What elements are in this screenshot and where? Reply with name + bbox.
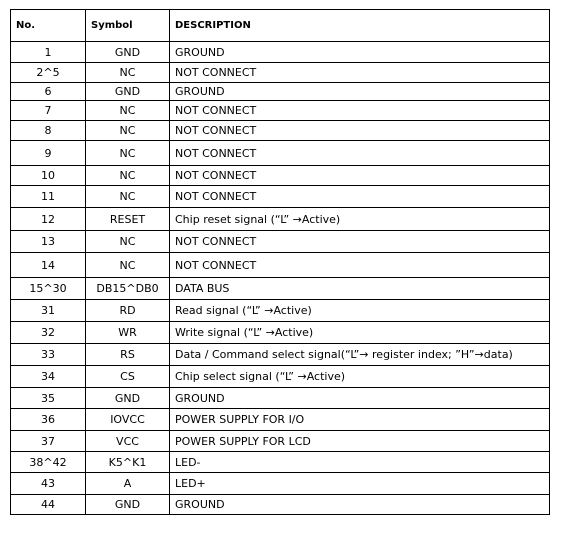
table-row (11, 166, 550, 186)
table-row (11, 409, 550, 431)
cell-no: 9 (11, 141, 86, 166)
header-row (11, 10, 550, 42)
table-row (11, 495, 550, 515)
table-row (11, 388, 550, 409)
cell-description: GROUND (170, 42, 550, 63)
cell-symbol: RD (86, 300, 170, 322)
cell-description: Write signal (“L” →Active) (170, 322, 550, 344)
cell-symbol: CS (86, 366, 170, 388)
cell-symbol: DB15^DB0 (86, 278, 170, 300)
cell-symbol: GND (86, 388, 170, 409)
cell-no: 15^30 (11, 278, 86, 300)
table-row (11, 322, 550, 344)
table-row (11, 231, 550, 253)
cell-description: POWER SUPPLY FOR I/O (170, 409, 550, 431)
cell-no: 31 (11, 300, 86, 322)
cell-description: NOT CONNECT (170, 101, 550, 121)
cell-no: 38^42 (11, 452, 86, 473)
cell-no: 35 (11, 388, 86, 409)
cell-symbol: VCC (86, 431, 170, 452)
cell-description: GROUND (170, 83, 550, 101)
table-row (11, 473, 550, 495)
table-row (11, 83, 550, 101)
cell-symbol: NC (86, 253, 170, 278)
cell-description: POWER SUPPLY FOR LCD (170, 431, 550, 452)
cell-symbol: IOVCC (86, 409, 170, 431)
table-row (11, 101, 550, 121)
cell-symbol: NC (86, 141, 170, 166)
cell-no: 12 (11, 208, 86, 231)
cell-description: LED- (170, 452, 550, 473)
cell-description: GROUND (170, 388, 550, 409)
cell-no: 34 (11, 366, 86, 388)
header-no: No. (11, 10, 86, 42)
cell-no: 6 (11, 83, 86, 101)
cell-symbol: NC (86, 63, 170, 83)
cell-description: LED+ (170, 473, 550, 495)
table-row (11, 366, 550, 388)
table-row (11, 186, 550, 208)
cell-description: NOT CONNECT (170, 141, 550, 166)
header-symbol: Symbol (86, 10, 170, 42)
table-row (11, 344, 550, 366)
cell-no: 33 (11, 344, 86, 366)
cell-no: 1 (11, 42, 86, 63)
cell-description: NOT CONNECT (170, 231, 550, 253)
cell-description: NOT CONNECT (170, 166, 550, 186)
cell-no: 32 (11, 322, 86, 344)
cell-no: 7 (11, 101, 86, 121)
cell-description: Chip select signal (“L” →Active) (170, 366, 550, 388)
cell-description: NOT CONNECT (170, 253, 550, 278)
cell-no: 44 (11, 495, 86, 515)
table-row (11, 121, 550, 141)
table-row (11, 63, 550, 83)
cell-description: NOT CONNECT (170, 186, 550, 208)
cell-no: 43 (11, 473, 86, 495)
cell-symbol: NC (86, 186, 170, 208)
cell-description: NOT CONNECT (170, 121, 550, 141)
table-row (11, 278, 550, 300)
cell-no: 13 (11, 231, 86, 253)
cell-symbol: GND (86, 42, 170, 63)
cell-no: 37 (11, 431, 86, 452)
cell-symbol: NC (86, 101, 170, 121)
table-row (11, 300, 550, 322)
cell-symbol: WR (86, 322, 170, 344)
cell-symbol: RS (86, 344, 170, 366)
cell-symbol: RESET (86, 208, 170, 231)
table-row (11, 42, 550, 63)
cell-symbol: GND (86, 83, 170, 101)
table-row (11, 431, 550, 452)
cell-description: Data / Command select signal(“L”→ register index; ”H”→data) (170, 344, 550, 366)
cell-description: Chip reset signal (“L” →Active) (170, 208, 550, 231)
cell-no: 10 (11, 166, 86, 186)
cell-no: 8 (11, 121, 86, 141)
table-row (11, 253, 550, 278)
cell-symbol: NC (86, 166, 170, 186)
table-body (11, 42, 550, 515)
cell-no: 2^5 (11, 63, 86, 83)
table-row (11, 141, 550, 166)
cell-no: 14 (11, 253, 86, 278)
cell-no: 36 (11, 409, 86, 431)
cell-no: 11 (11, 186, 86, 208)
cell-description: Read signal (“L” →Active) (170, 300, 550, 322)
cell-description: GROUND (170, 495, 550, 515)
cell-description: DATA BUS (170, 278, 550, 300)
cell-symbol: NC (86, 121, 170, 141)
header-description: DESCRIPTION (170, 10, 550, 42)
table-row (11, 208, 550, 231)
cell-symbol: A (86, 473, 170, 495)
cell-symbol: GND (86, 495, 170, 515)
cell-symbol: NC (86, 231, 170, 253)
table-row (11, 452, 550, 473)
cell-symbol: K5^K1 (86, 452, 170, 473)
pin-description-table (10, 9, 550, 515)
cell-description: NOT CONNECT (170, 63, 550, 83)
